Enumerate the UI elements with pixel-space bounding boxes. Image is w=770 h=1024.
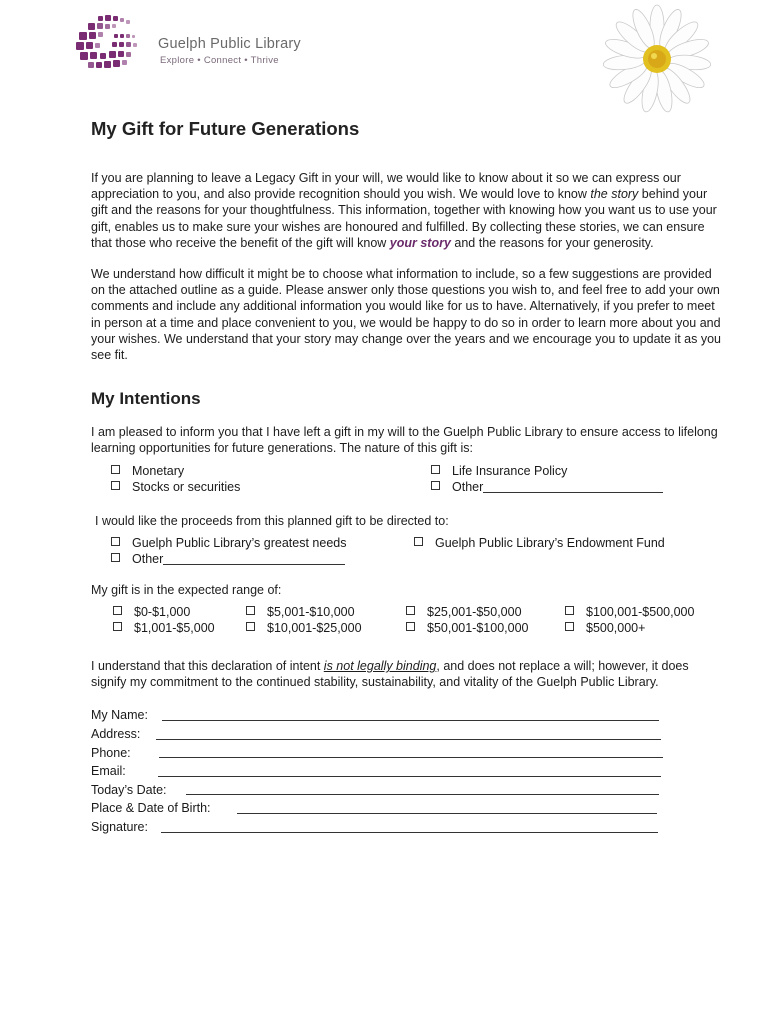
checkbox[interactable] [111,537,120,546]
phone-field: Phone: [91,744,721,763]
gift-type-life-insurance[interactable]: Life Insurance Policy [431,463,567,479]
page-title: My Gift for Future Generations [91,118,360,139]
gift-type-stocks[interactable]: Stocks or securities [111,479,240,495]
email-field: Email: [91,762,721,781]
intro-paragraph-2: We understand how difficult it might be to choose what information to include, so a few suggestions are provided on the attached outline as a guide. Please answer only those questions you wish to, and feel free to add your own comments and include any additional information you would like for us to have. Alternatively, if you prefer to meet in person at a time and place convenient to you, we would be happy to do so in order to learn more about you and your wishes. We understand that your story may change over the years and we encourage you to update it as you see fit. [91,267,721,363]
declaration-text: I understand that this declaration of intent is not legally binding, and does not replace a will; however, it does signify my commitment to the continued stability, sustainability, and vitality of the Guelph Public Library. [91,659,689,690]
library-logo [74,14,344,74]
checkbox[interactable] [431,481,440,490]
direction-options [111,535,721,567]
checkbox[interactable] [565,606,574,615]
checkbox[interactable] [246,622,255,631]
birth-field: Place & Date of Birth: [91,799,721,818]
library-tagline: Explore • Connect • Thrive [160,55,279,66]
checkbox[interactable] [111,553,120,562]
gift-type-monetary[interactable]: Monetary [111,463,184,479]
name-field: My Name: [91,706,721,725]
other-gift-blank[interactable] [483,480,663,493]
todays-date-input-line[interactable] [186,794,659,795]
range-50001-100000[interactable]: $50,001-$100,000 [406,620,528,636]
range-0-1000[interactable]: $0-$1,000 [113,604,190,620]
birth-input-line[interactable] [237,813,657,814]
checkbox[interactable] [406,622,415,631]
intentions-statement: I am pleased to inform you that I have left a gift in my will to the Guelph Public Library to ensure access to lifelong learning opportunities for future generations. The nature of this gift is: [91,425,718,456]
checkbox[interactable] [111,465,120,474]
range-25001-50000[interactable]: $25,001-$50,000 [406,604,522,620]
signature-input-line[interactable] [161,832,658,833]
range-options [113,604,721,636]
phone-input-line[interactable] [159,757,663,758]
todays-date-field: Today’s Date: [91,781,721,800]
daisy-flower-image [602,4,712,114]
gift-type-other[interactable]: Other [431,479,663,495]
checkbox[interactable] [111,481,120,490]
range-5001-10000[interactable]: $5,001-$10,000 [246,604,355,620]
checkbox[interactable] [414,537,423,546]
email-input-line[interactable] [158,776,661,777]
checkbox[interactable] [113,622,122,631]
checkbox[interactable] [113,606,122,615]
other-direction-blank[interactable] [163,552,345,565]
range-500000-plus[interactable]: $500,000+ [565,620,645,636]
intentions-heading: My Intentions [91,389,201,409]
checkbox[interactable] [406,606,415,615]
library-logo-mark [74,14,144,72]
name-input-line[interactable] [162,720,659,721]
range-prompt: My gift is in the expected range of: [91,582,282,597]
address-input-line[interactable] [156,739,661,740]
range-10001-25000[interactable]: $10,001-$25,000 [246,620,362,636]
direction-greatest-needs[interactable]: Guelph Public Library’s greatest needs [111,535,346,551]
form-content [91,118,721,837]
direction-endowment-fund[interactable]: Guelph Public Library’s Endowment Fund [414,535,665,551]
checkbox[interactable] [246,606,255,615]
library-name: Guelph Public Library [158,36,301,52]
gift-type-options [111,463,721,495]
contact-fields [91,706,721,836]
range-100001-500000[interactable]: $100,001-$500,000 [565,604,694,620]
address-field: Address: [91,725,721,744]
intro-paragraph-1: If you are planning to leave a Legacy Gift in your will, we would like to know about it so we can express our appreciation to you, and also provide recognition should you wish. We would love to know the story behind your gift and the reasons for your thoughtfulness. This information, together with knowing how you want us to use your gift, enables us to make sure your wishes are honoured and fulfilled. By collecting these stories, we can ensure that those who receive the benefit of the gift will know your story and the reasons for your generosity. [91,171,717,250]
checkbox[interactable] [565,622,574,631]
signature-field: Signature: [91,818,721,837]
range-1001-5000[interactable]: $1,001-$5,000 [113,620,215,636]
checkbox[interactable] [431,465,440,474]
direction-other[interactable]: Other [111,551,345,567]
direction-prompt: I would like the proceeds from this planned gift to be directed to: [95,513,449,528]
